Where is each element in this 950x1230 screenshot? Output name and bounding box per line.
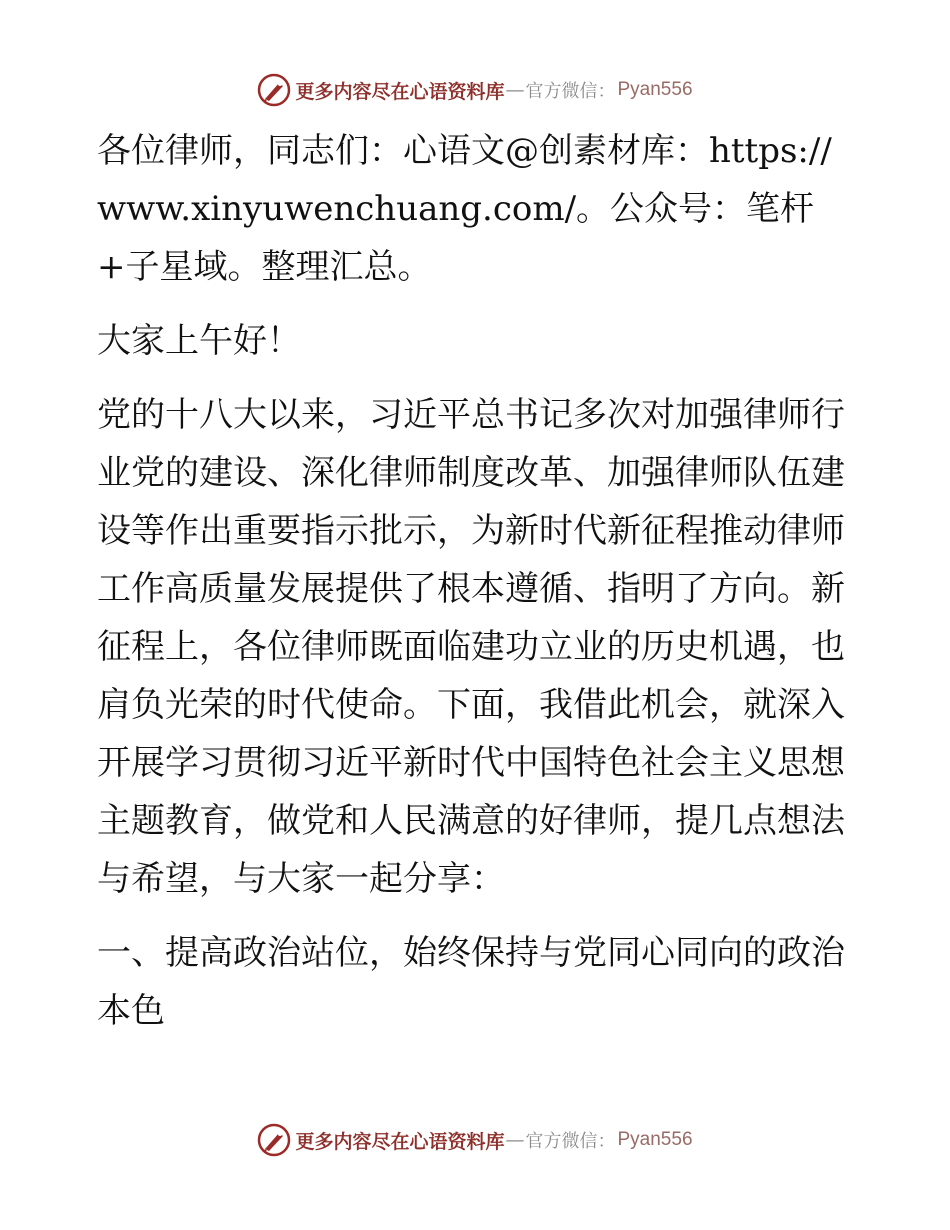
pen-logo-icon — [257, 73, 291, 107]
banner-wechat-id: Pyan556 — [617, 1129, 693, 1150]
banner-wechat-label: 官方微信： — [525, 1131, 616, 1152]
salutation-paragraph: 各位律师，同志们：心语文@创素材库：https://www.xinyuwenchuang.com/。公众号：笔杆+子星域。整理汇总。 — [97, 131, 832, 287]
banner-wechat-id: Pyan556 — [617, 79, 693, 100]
section-heading: 一、提高政治站位，始终保持与党同心同向的政治本色 — [97, 933, 845, 1031]
banner-dash: — — [505, 1129, 525, 1151]
banner-main-text: 更多内容尽在心语资料库 — [295, 1130, 505, 1153]
footer-watermark-banner — [0, 1120, 950, 1160]
pen-logo-icon — [257, 1123, 291, 1157]
header-watermark-banner — [0, 70, 950, 110]
banner-wechat-label: 官方微信： — [525, 81, 616, 102]
banner-dash: — — [505, 79, 525, 101]
intro-paragraph: 党的十八大以来，习近平总书记多次对加强律师行业党的建设、深化律师制度改革、加强律师队伍建设等作出重要指示批示，为新时代新征程推动律师工作高质量发展提供了根本遵循、指明了方向。新征程上，各位律师既面临建功立业的历史机遇，也肩负光荣的时代使命。下面，我借此机会，就深入开展学习贯彻习近平新时代中国特色社会主义思想主题教育，做党和人民满意的好律师，提几点想法与希望，与大家一起分享： — [97, 395, 845, 899]
greeting-paragraph: 大家上午好！ — [97, 321, 301, 361]
document-body — [97, 122, 857, 1056]
banner-main-text: 更多内容尽在心语资料库 — [295, 80, 505, 103]
